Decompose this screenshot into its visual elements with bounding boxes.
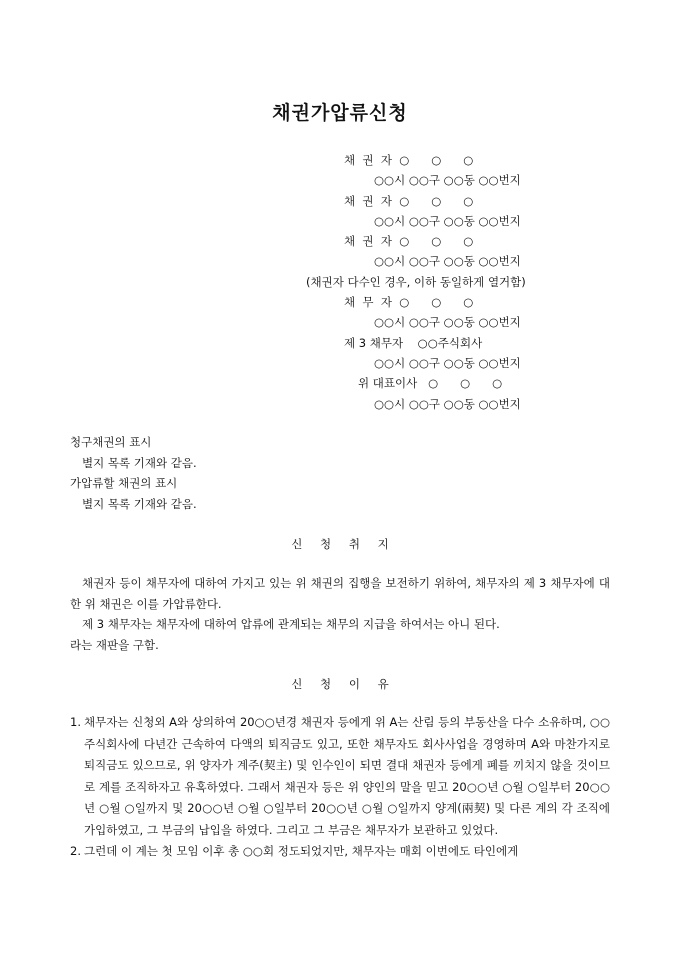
item-number: 1.: [70, 715, 81, 729]
party-line: ○○시 ○○구 ○○동 ○○번지: [374, 213, 521, 228]
document-title: 채권가압류신청: [272, 102, 408, 124]
reasons-heading: 신 청 이 유: [291, 677, 389, 691]
party-line: ○○시 ○○구 ○○동 ○○번지: [374, 355, 521, 370]
party-line: 위 대표이사 ○ ○ ○: [358, 376, 503, 391]
claim-body: 별지 목록 기재와 같음.: [82, 455, 197, 470]
party-line: ○○시 ○○구 ○○동 ○○번지: [374, 173, 521, 188]
party-line: (채권자 다수인 경우, 이하 동일하게 열거함): [306, 274, 526, 289]
claim-heading: 청구채권의 표시: [70, 435, 152, 449]
purpose-section: [70, 573, 610, 655]
item-text: 채무자는 신청외 A와 상의하여 20○○년경 채권자 등에게 위 A는 산림 등의 부동산을 다수 소유하며, ○○주식회사에 다년간 근속하여 다액의 퇴직금도 있고, 또한 채무자도 회사사업을 경영하며 A와 마찬가지로 퇴직금도 있으므로, 위 양자가 계주(契主) 및 인수인이 되면 결대 채권자 등에게 폐를 끼치지 않을 것이므로 계를 조직하자고 유혹하였다. 그래서 채권자 등은 위 양인의 말을 믿고 20○○년 ○월 ○일부터 20○○년 ○월 ○일까지 및 20○○년 ○월 ○일부터 20○○년 ○월 ○일까지 양계(兩契) 및 다른 계의 각 조직에 가입하였고, 그 부금의 납입을 하였다. 그리고 그 부금은 채무자가 보관하고 있었다.: [84, 715, 610, 837]
purpose-paragraph-3: 라는 재판을 구함.: [70, 637, 159, 652]
party-line: ○○시 ○○구 ○○동 ○○번지: [374, 396, 521, 411]
purpose-paragraph-2: 제 3 채무자는 채무자에 대하여 압류에 관계되는 채무의 지급을 하여서는 아니 된다.: [82, 617, 500, 631]
party-line: 채 권 자 ○ ○ ○: [344, 193, 474, 208]
party-line: 채 무 자 ○ ○ ○: [344, 295, 474, 310]
seize-heading: 가압류할 채권의 표시: [70, 476, 178, 490]
purpose-paragraph-1: 채권자 등이 채무자에 대하여 가지고 있는 위 채권의 집행을 보전하기 위하여, 채무자의 제 3 채무자에 대한 위 채권은 이를 가압류한다.: [70, 576, 610, 611]
party-line: ○○시 ○○구 ○○동 ○○번지: [374, 254, 521, 269]
list-item: [70, 841, 610, 863]
party-line: 채 권 자 ○ ○ ○: [344, 234, 474, 249]
party-line: 채 권 자 ○ ○ ○: [344, 153, 474, 167]
party-list: [300, 150, 660, 414]
purpose-heading: 신 청 취 지: [291, 537, 389, 551]
list-item: [70, 712, 610, 841]
claims-section: [70, 432, 197, 514]
item-text: 그런데 이 계는 첫 모임 이후 총 ○○회 정도되었지만, 채무자는 매회 이번에도 타인에게: [84, 844, 519, 858]
item-number: 2.: [70, 844, 81, 858]
seize-body: 별지 목록 기재와 같음.: [82, 496, 197, 511]
party-line: ○○시 ○○구 ○○동 ○○번지: [374, 315, 521, 330]
reasons-list: [70, 712, 610, 863]
party-line: 제 3 채무자 ○○주식회사: [344, 335, 483, 350]
